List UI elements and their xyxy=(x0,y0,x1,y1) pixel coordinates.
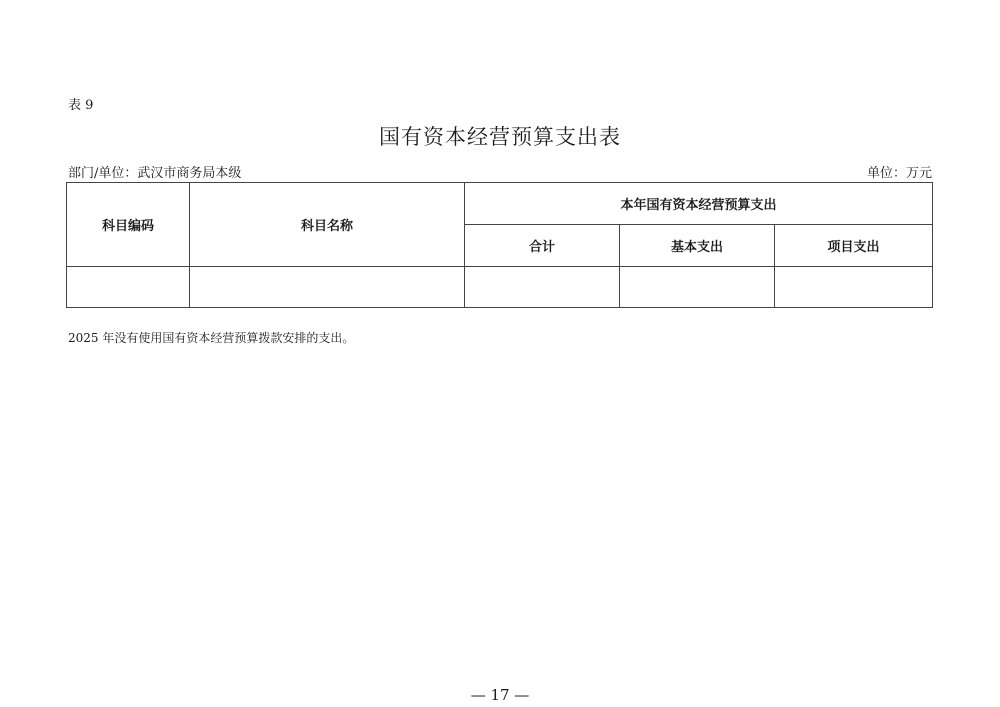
page-title: 国有资本经营预算支出表 xyxy=(379,125,621,149)
cell-total xyxy=(465,267,620,308)
cell-name xyxy=(190,267,465,308)
header-basic-expenditure: 基本支出 xyxy=(620,225,775,267)
department-label: 部门/单位：武汉市商务局本级 xyxy=(68,166,242,181)
header-subject-name: 科目名称 xyxy=(190,183,465,267)
header-subject-code: 科目编码 xyxy=(67,183,190,267)
cell-code xyxy=(67,267,190,308)
header-row-1 xyxy=(67,183,933,225)
footnote: 2025 年没有使用国有资本经营预算拨款安排的支出。 xyxy=(68,331,355,345)
budget-table xyxy=(66,182,933,308)
cell-basic xyxy=(620,267,775,308)
header-total: 合计 xyxy=(465,225,620,267)
cell-project xyxy=(775,267,933,308)
header-current-year-expenditure: 本年国有资本经营预算支出 xyxy=(465,183,933,225)
header-project-expenditure: 项目支出 xyxy=(775,225,933,267)
page-number: — 17 — xyxy=(470,686,530,704)
unit-label: 单位：万元 xyxy=(866,166,932,181)
table-number: 表 9 xyxy=(68,98,94,113)
table-row xyxy=(67,267,933,308)
